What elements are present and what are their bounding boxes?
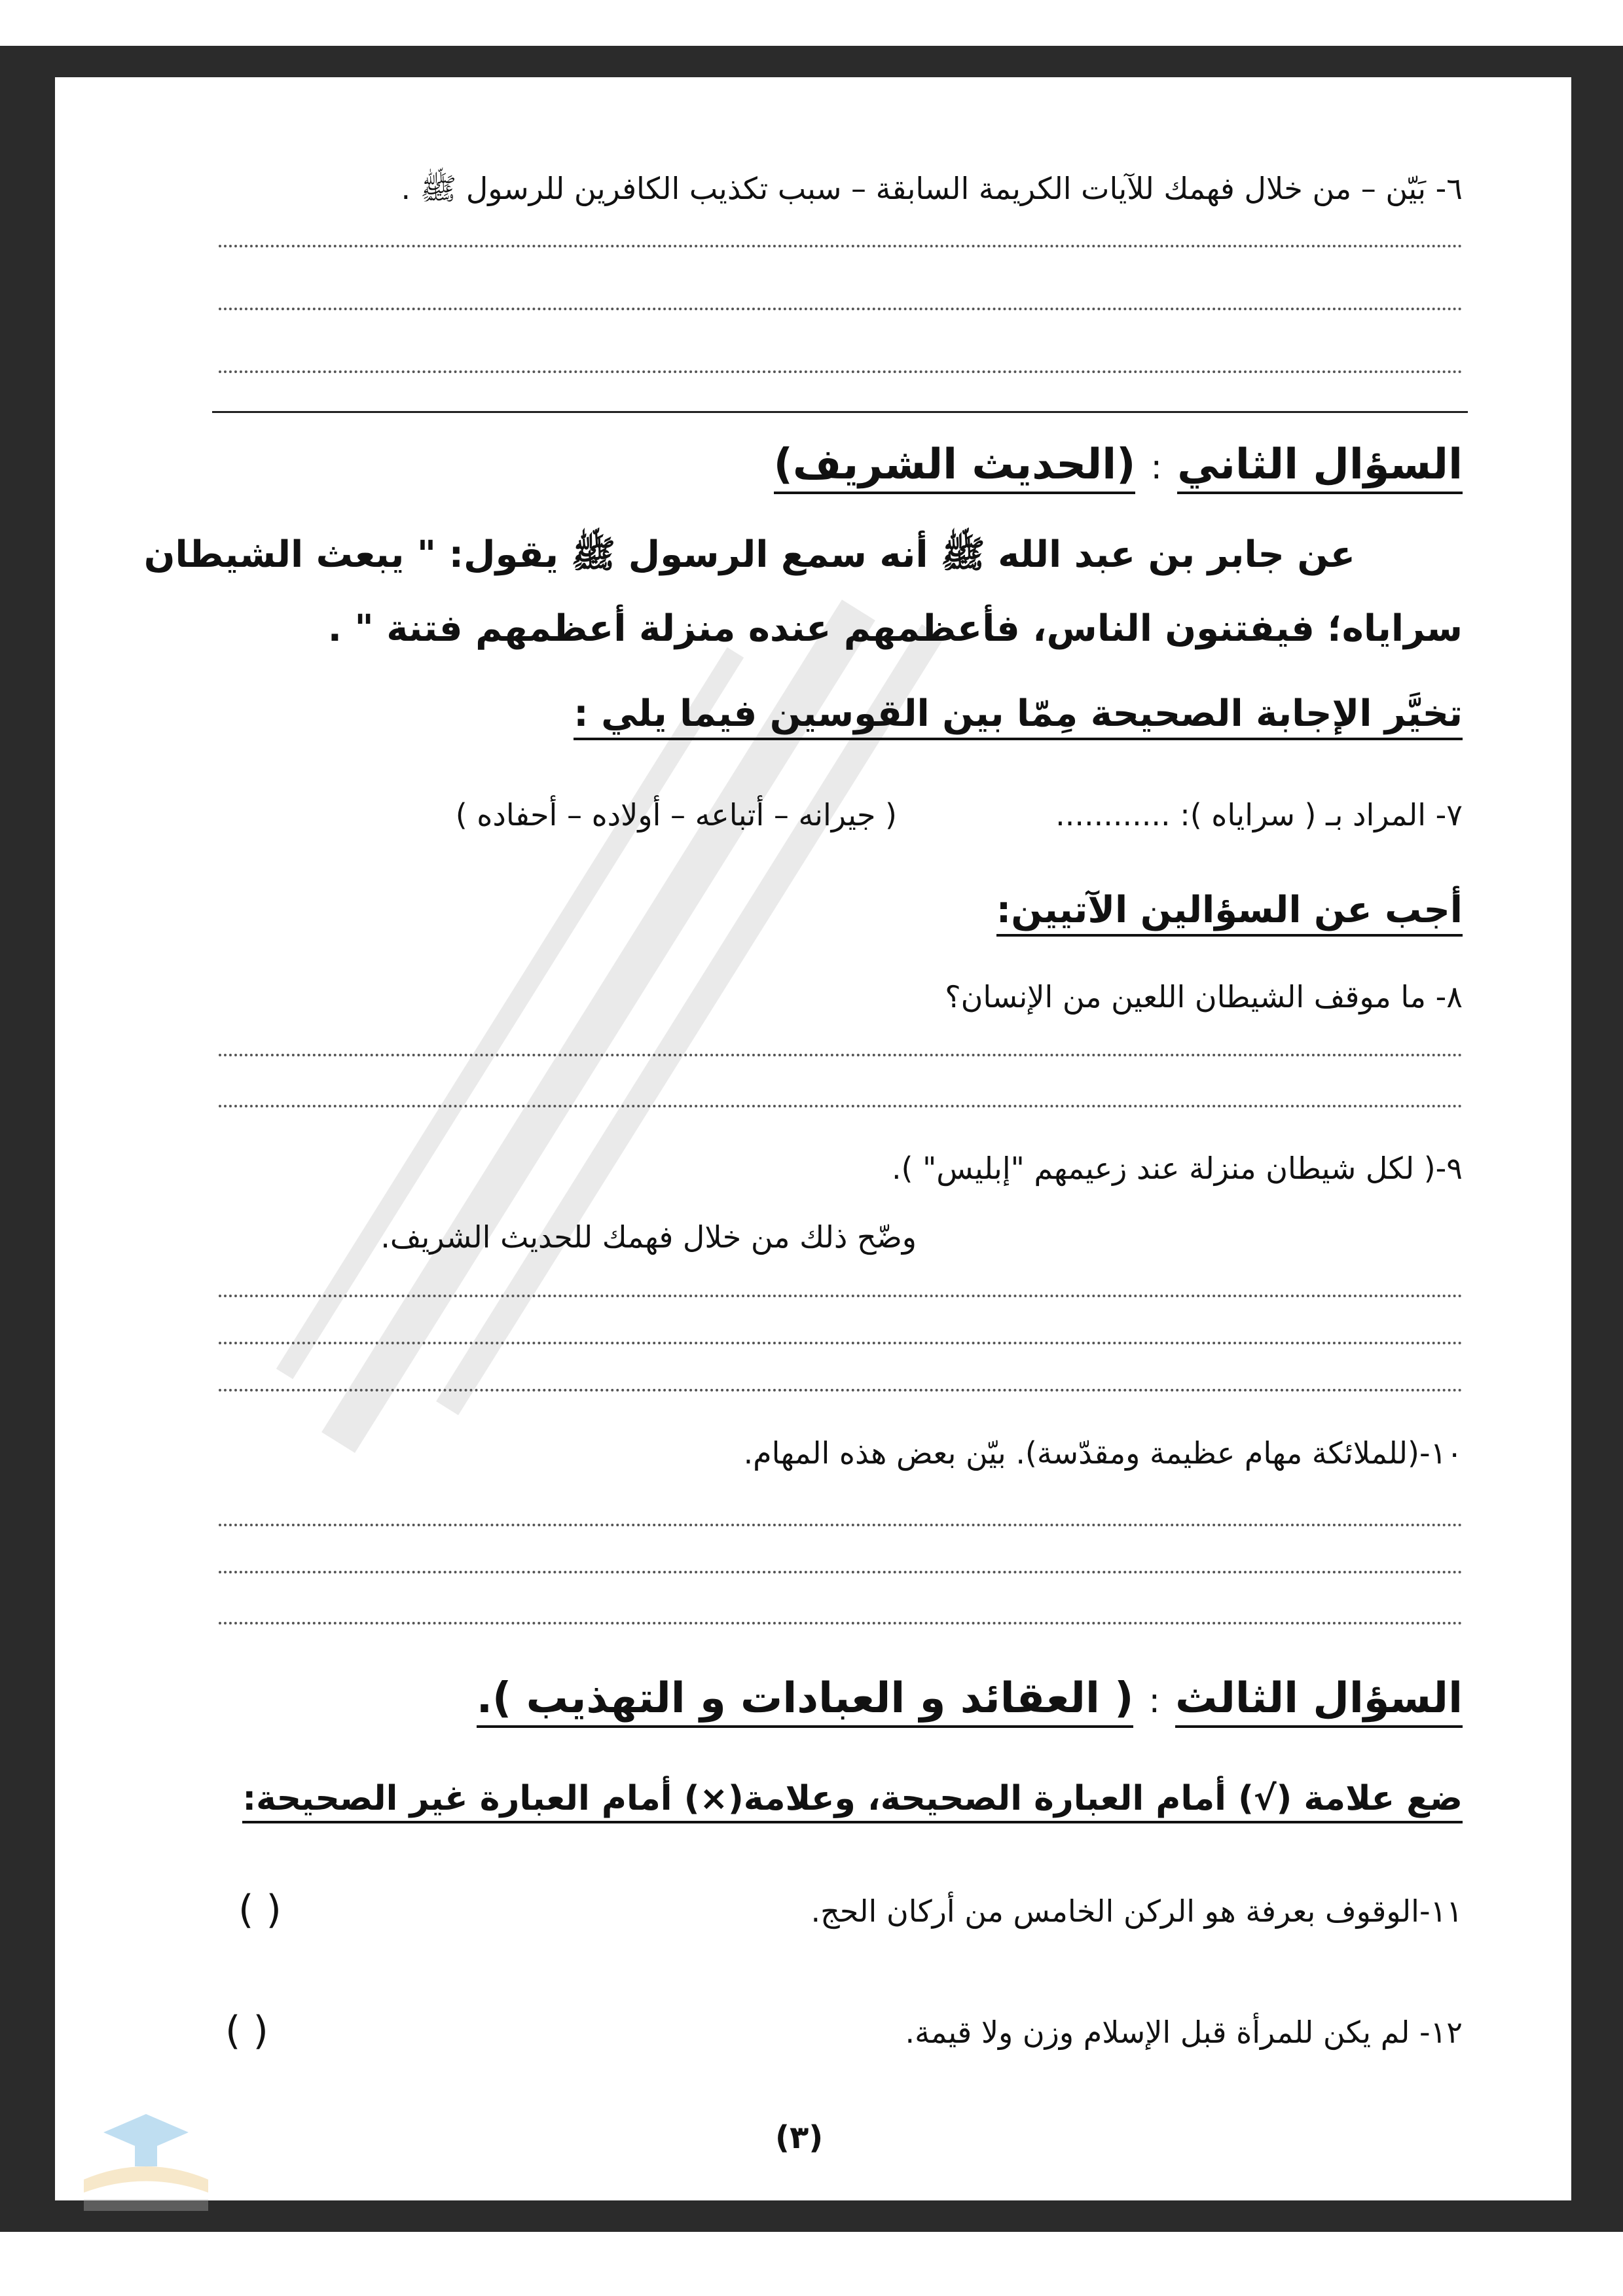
left-frame (0, 46, 55, 2232)
section-3-colon: : (1148, 1681, 1161, 1721)
answer-line (219, 1054, 1463, 1056)
page-number: (٣) (775, 2119, 824, 2156)
section-2-heading (774, 440, 1463, 489)
answer-box-12[interactable]: ( ) (225, 2008, 268, 2054)
answer-line (219, 1295, 1463, 1297)
question-9-prompt: وضّح ذلك من خلال فهمك للحديث الشريف. (380, 1219, 917, 1255)
top-frame (0, 46, 1623, 77)
answer-line (219, 1622, 1463, 1624)
question-7-options: ( جيرانه – أتباعه – أولاده – أحفاده ) (455, 797, 897, 833)
question-12: ١٢- لم يكن للمرأة قبل الإسلام وزن ولا قيمة. (905, 2015, 1463, 2050)
section-2-colon: : (1150, 448, 1163, 487)
section-3-title: السؤال الثالث (1175, 1674, 1463, 1728)
hadith-line-1: عن جابر بن عبد الله ﷺ أنه سمع الرسول ﷺ يقول: " يبعث الشيطان (143, 533, 1355, 576)
exam-page (55, 77, 1571, 2200)
question-11: ١١-الوقوف بعرفة هو الركن الخامس من أركان الحج. (811, 1893, 1463, 1929)
question-10: ١٠-(للملائكة مهام عظيمة ومقدّسة). بيّن بعض هذه المهام. (743, 1435, 1463, 1471)
answer-line (219, 245, 1463, 247)
choose-heading: تخيَّر الإجابة الصحيحة مِمّا بين القوسين فيما يلي : (574, 692, 1463, 740)
right-frame (1571, 46, 1623, 2232)
section-3-heading (477, 1674, 1463, 1723)
hadith-line-2: سراياه؛ فيفتنون الناس، فأعظمهم عنده منزلة أعظمهم فتنة " . (327, 607, 1463, 650)
question-7: ٧- المراد بـ ( سراياه ): ............ (1055, 797, 1463, 833)
section-divider (212, 411, 1468, 413)
section-3-topic: ( العقائد و العبادات و التهذيب ). (477, 1674, 1134, 1728)
answer-heading: أجب عن السؤالين الآتيين: (996, 889, 1463, 937)
answer-line (219, 1571, 1463, 1573)
answer-line (219, 308, 1463, 310)
answer-line (219, 1342, 1463, 1344)
top-margin (0, 0, 1623, 46)
question-6: ٦- بَيّن – من خلال فهمك للآيات الكريمة السابقة – سبب تكذيب الكافرين للرسول ﷺ . (401, 171, 1463, 206)
answer-line (219, 1389, 1463, 1391)
answer-line (219, 1105, 1463, 1107)
question-9: ٩-( لكل شيطان منزلة عند زعيمهم "إبليس" ). (891, 1151, 1463, 1186)
true-false-instruction: ضع علامة (√) أمام العبارة الصحيحة، وعلامة(×) أمام العبارة غير الصحيحة: (242, 1779, 1463, 1823)
answer-line (219, 1524, 1463, 1526)
question-8: ٨- ما موقف الشيطان اللعين من الإنسان؟ (945, 979, 1463, 1014)
logo-graduation-cap-icon (58, 2108, 234, 2219)
section-2-topic: (الحديث الشريف) (774, 440, 1136, 494)
answer-box-11[interactable]: ( ) (238, 1887, 282, 1933)
answer-line (219, 370, 1463, 373)
bottom-frame (0, 2200, 1623, 2232)
section-2-title: السؤال الثاني (1177, 440, 1463, 494)
